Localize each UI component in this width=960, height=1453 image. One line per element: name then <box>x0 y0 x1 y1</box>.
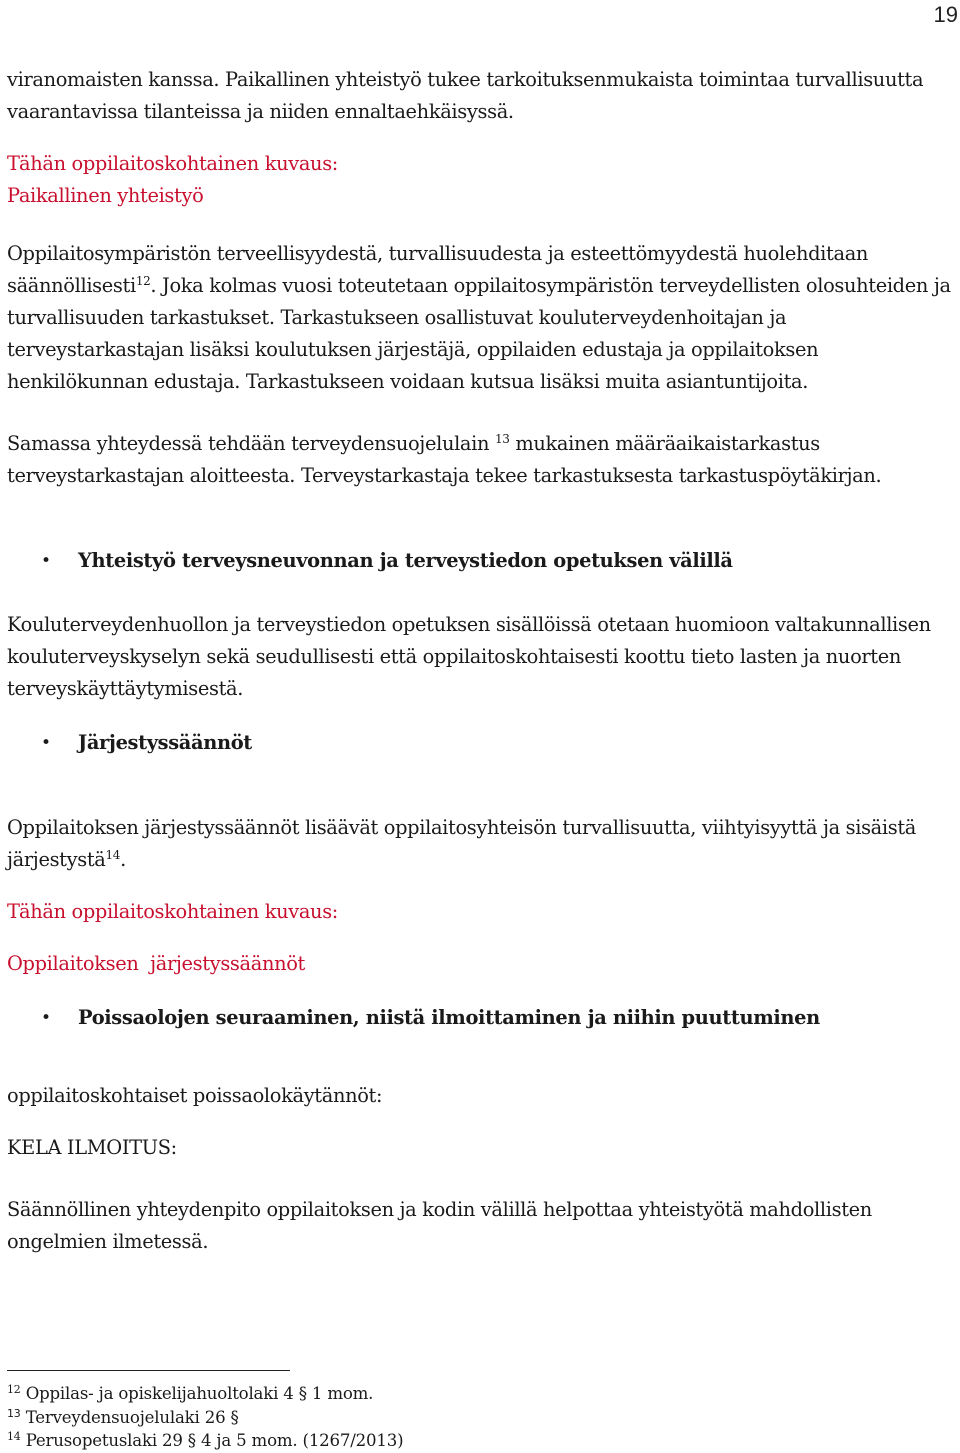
footnote-12 <box>7 1382 403 1406</box>
footnote-number: 14 <box>7 1430 21 1443</box>
bullet-icon: • <box>41 551 51 571</box>
footnotes <box>7 1382 403 1453</box>
footnote-number: 13 <box>7 1406 21 1420</box>
section-heading-absence-text: Poissaolojen seuraaminen, niistä ilmoittaminen ja niihin puuttuminen <box>78 1006 820 1029</box>
local-description-subheading-2: Oppilaitoksen järjestyssäännöt <box>7 952 305 975</box>
cooperation-paragraph: Kouluterveydenhuollon ja terveystiedon opetuksen sisällöissä otetaan huomioon valtakunnallisen kouluterveyskyselyn sekä seudullisesti että oppilaitoskohtaisesti koottu tieto lasten ja nuorten terveyskäyttäytymisestä. <box>7 613 931 700</box>
inspection-text-1: Oppilaitosympäristön terveellisyydestä, turvallisuudesta ja esteettömyydestä huolehditaan säännöllisesti <box>7 242 869 297</box>
health-act-text-1: Samassa yhteydessä tehdään terveydensuojelulain <box>7 432 495 455</box>
section-heading-cooperation-text: Yhteistyö terveysneuvonnan ja terveystiedon opetuksen välillä <box>78 549 733 572</box>
local-description-heading-2: Tähän oppilaitoskohtainen kuvaus: <box>7 900 338 923</box>
health-act-paragraph <box>7 428 959 492</box>
footnote-divider <box>7 1370 290 1371</box>
section-heading-cooperation <box>7 545 959 577</box>
absence-practices-label: oppilaitoskohtaiset poissaolokäytännöt: <box>7 1084 383 1107</box>
footnote-13 <box>7 1406 403 1430</box>
rules-text-1: Oppilaitoksen järjestyssäännöt lisäävät oppilaitosyhteisön turvallisuutta, viihtyisyyttä ja sisäistä järjestystä <box>7 816 916 871</box>
section-heading-rules-text: Järjestyssäännöt <box>78 731 252 754</box>
footnote-number: 12 <box>7 1383 21 1396</box>
bullet-icon: • <box>41 733 51 753</box>
document-body <box>7 64 959 1258</box>
footnote-14 <box>7 1429 403 1453</box>
absence-paragraph: Säännöllinen yhteydenpito oppilaitoksen ja kodin välillä helpottaa yhteistyötä mahdollisten ongelmien ilmetessä. <box>7 1198 872 1253</box>
section-heading-absence <box>7 1002 959 1034</box>
kela-notification-label: KELA ILMOITUS: <box>7 1136 177 1159</box>
inspection-text-2: . Joka kolmas vuosi toteutetaan oppilaitosympäristön terveydellisten olosuhteiden ja turvallisuuden tarkastukset. Tarkastukseen osallistuvat kouluterveydenhoitajan ja terveystarkastajan lisäksi koulutuksen järjestäjä, oppilaiden edustaja ja oppilaitoksen henkilökunnan edustaja. Tarkastukseen voidaan kutsua lisäksi muita asiantuntijoita. <box>7 274 951 393</box>
footnote-ref-14[interactable]: 14 <box>105 848 121 862</box>
section-heading-rules <box>7 727 959 759</box>
footnote-text: Terveydensuojelulaki 26 § <box>25 1407 239 1427</box>
footnote-text: Oppilas- ja opiskelijahuoltolaki 4 § 1 mom. <box>25 1384 374 1403</box>
rules-paragraph <box>7 812 959 876</box>
intro-paragraph: viranomaisten kanssa. Paikallinen yhteistyö tukee tarkoituksenmukaista toimintaa turvallisuutta vaarantavissa tilanteissa ja niiden ennaltaehkäisyssä. <box>7 68 924 123</box>
local-description-heading: Tähän oppilaitoskohtainen kuvaus: <box>7 152 338 175</box>
rules-text-2: . <box>120 848 126 871</box>
footnote-text: Perusopetuslaki 29 § 4 ja 5 mom. (1267/2013) <box>25 1431 404 1450</box>
footnote-ref-12[interactable]: 12 <box>135 274 151 288</box>
inspection-paragraph <box>7 238 959 398</box>
bullet-icon: • <box>41 1008 51 1028</box>
local-description-subheading: Paikallinen yhteistyö <box>7 184 204 207</box>
health-act-text-2: mukainen määräaikaistarkastus terveystarkastajan aloitteesta. Terveystarkastaja tekee tarkastuksesta tarkastuspöytäkirjan. <box>7 432 882 487</box>
page-number: 19 <box>933 2 958 27</box>
footnote-ref-13[interactable]: 13 <box>494 432 510 446</box>
